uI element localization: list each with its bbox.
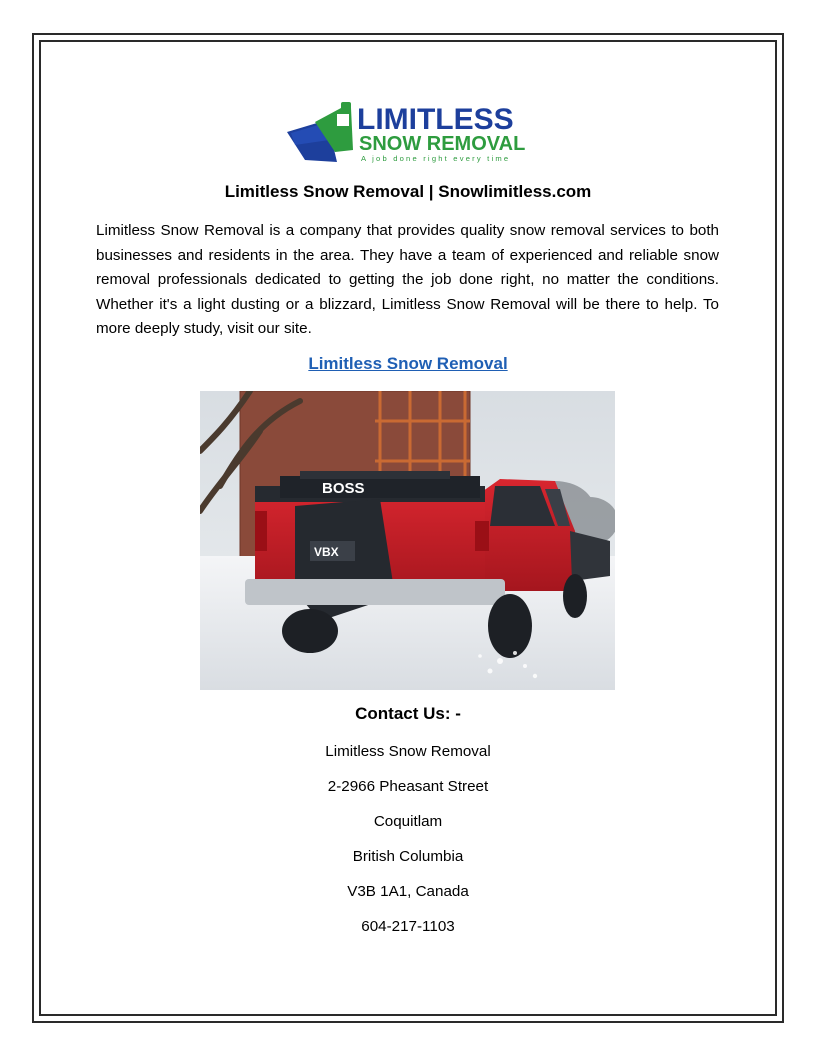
logo-line2: SNOW REMOVAL xyxy=(359,133,526,155)
truck-illustration xyxy=(200,391,615,690)
logo-line1: LIMITLESS xyxy=(357,103,514,136)
contact-company: Limitless Snow Removal xyxy=(325,743,491,760)
contact-city: Coquitlam xyxy=(373,813,443,830)
contact-heading: Contact Us: - xyxy=(355,704,461,723)
company-link[interactable]: Limitless Snow Removal xyxy=(308,354,508,373)
front-wheel xyxy=(563,574,587,618)
company-logo xyxy=(285,100,531,164)
contact-postal: V3B 1A1, Canada xyxy=(347,883,469,900)
spreader-hopper xyxy=(280,476,480,498)
page-title: Limitless Snow Removal | Snowlimitless.com xyxy=(224,182,592,201)
contact-phone: 604-217-1103 xyxy=(361,918,455,935)
spreader-brand: BOSS xyxy=(322,480,365,497)
description-paragraph: Limitless Snow Removal is a company that provides quality snow removal services to both businesses and residents in the area. They have a team of experienced and reliable snow removal professionals dedicated to getting the job done right, no matter the conditions. Whether it's a light dusting or a blizzard, Limitless Snow Removal will be there to help. To more deeply study, visit our site. xyxy=(96,222,719,338)
company-link-container xyxy=(0,354,816,374)
spreader-model: VBX xyxy=(314,545,339,559)
rear-wheel-left xyxy=(282,609,338,653)
rear-bumper xyxy=(245,579,505,605)
contact-province: British Columbia xyxy=(352,848,464,865)
contact-street: 2-2966 Pheasant Street xyxy=(327,778,489,795)
truck-photo xyxy=(200,391,615,690)
rear-wheel-right xyxy=(488,594,532,658)
logo-tagline: A job done right every time xyxy=(361,154,511,163)
logo-graphic xyxy=(285,100,531,164)
